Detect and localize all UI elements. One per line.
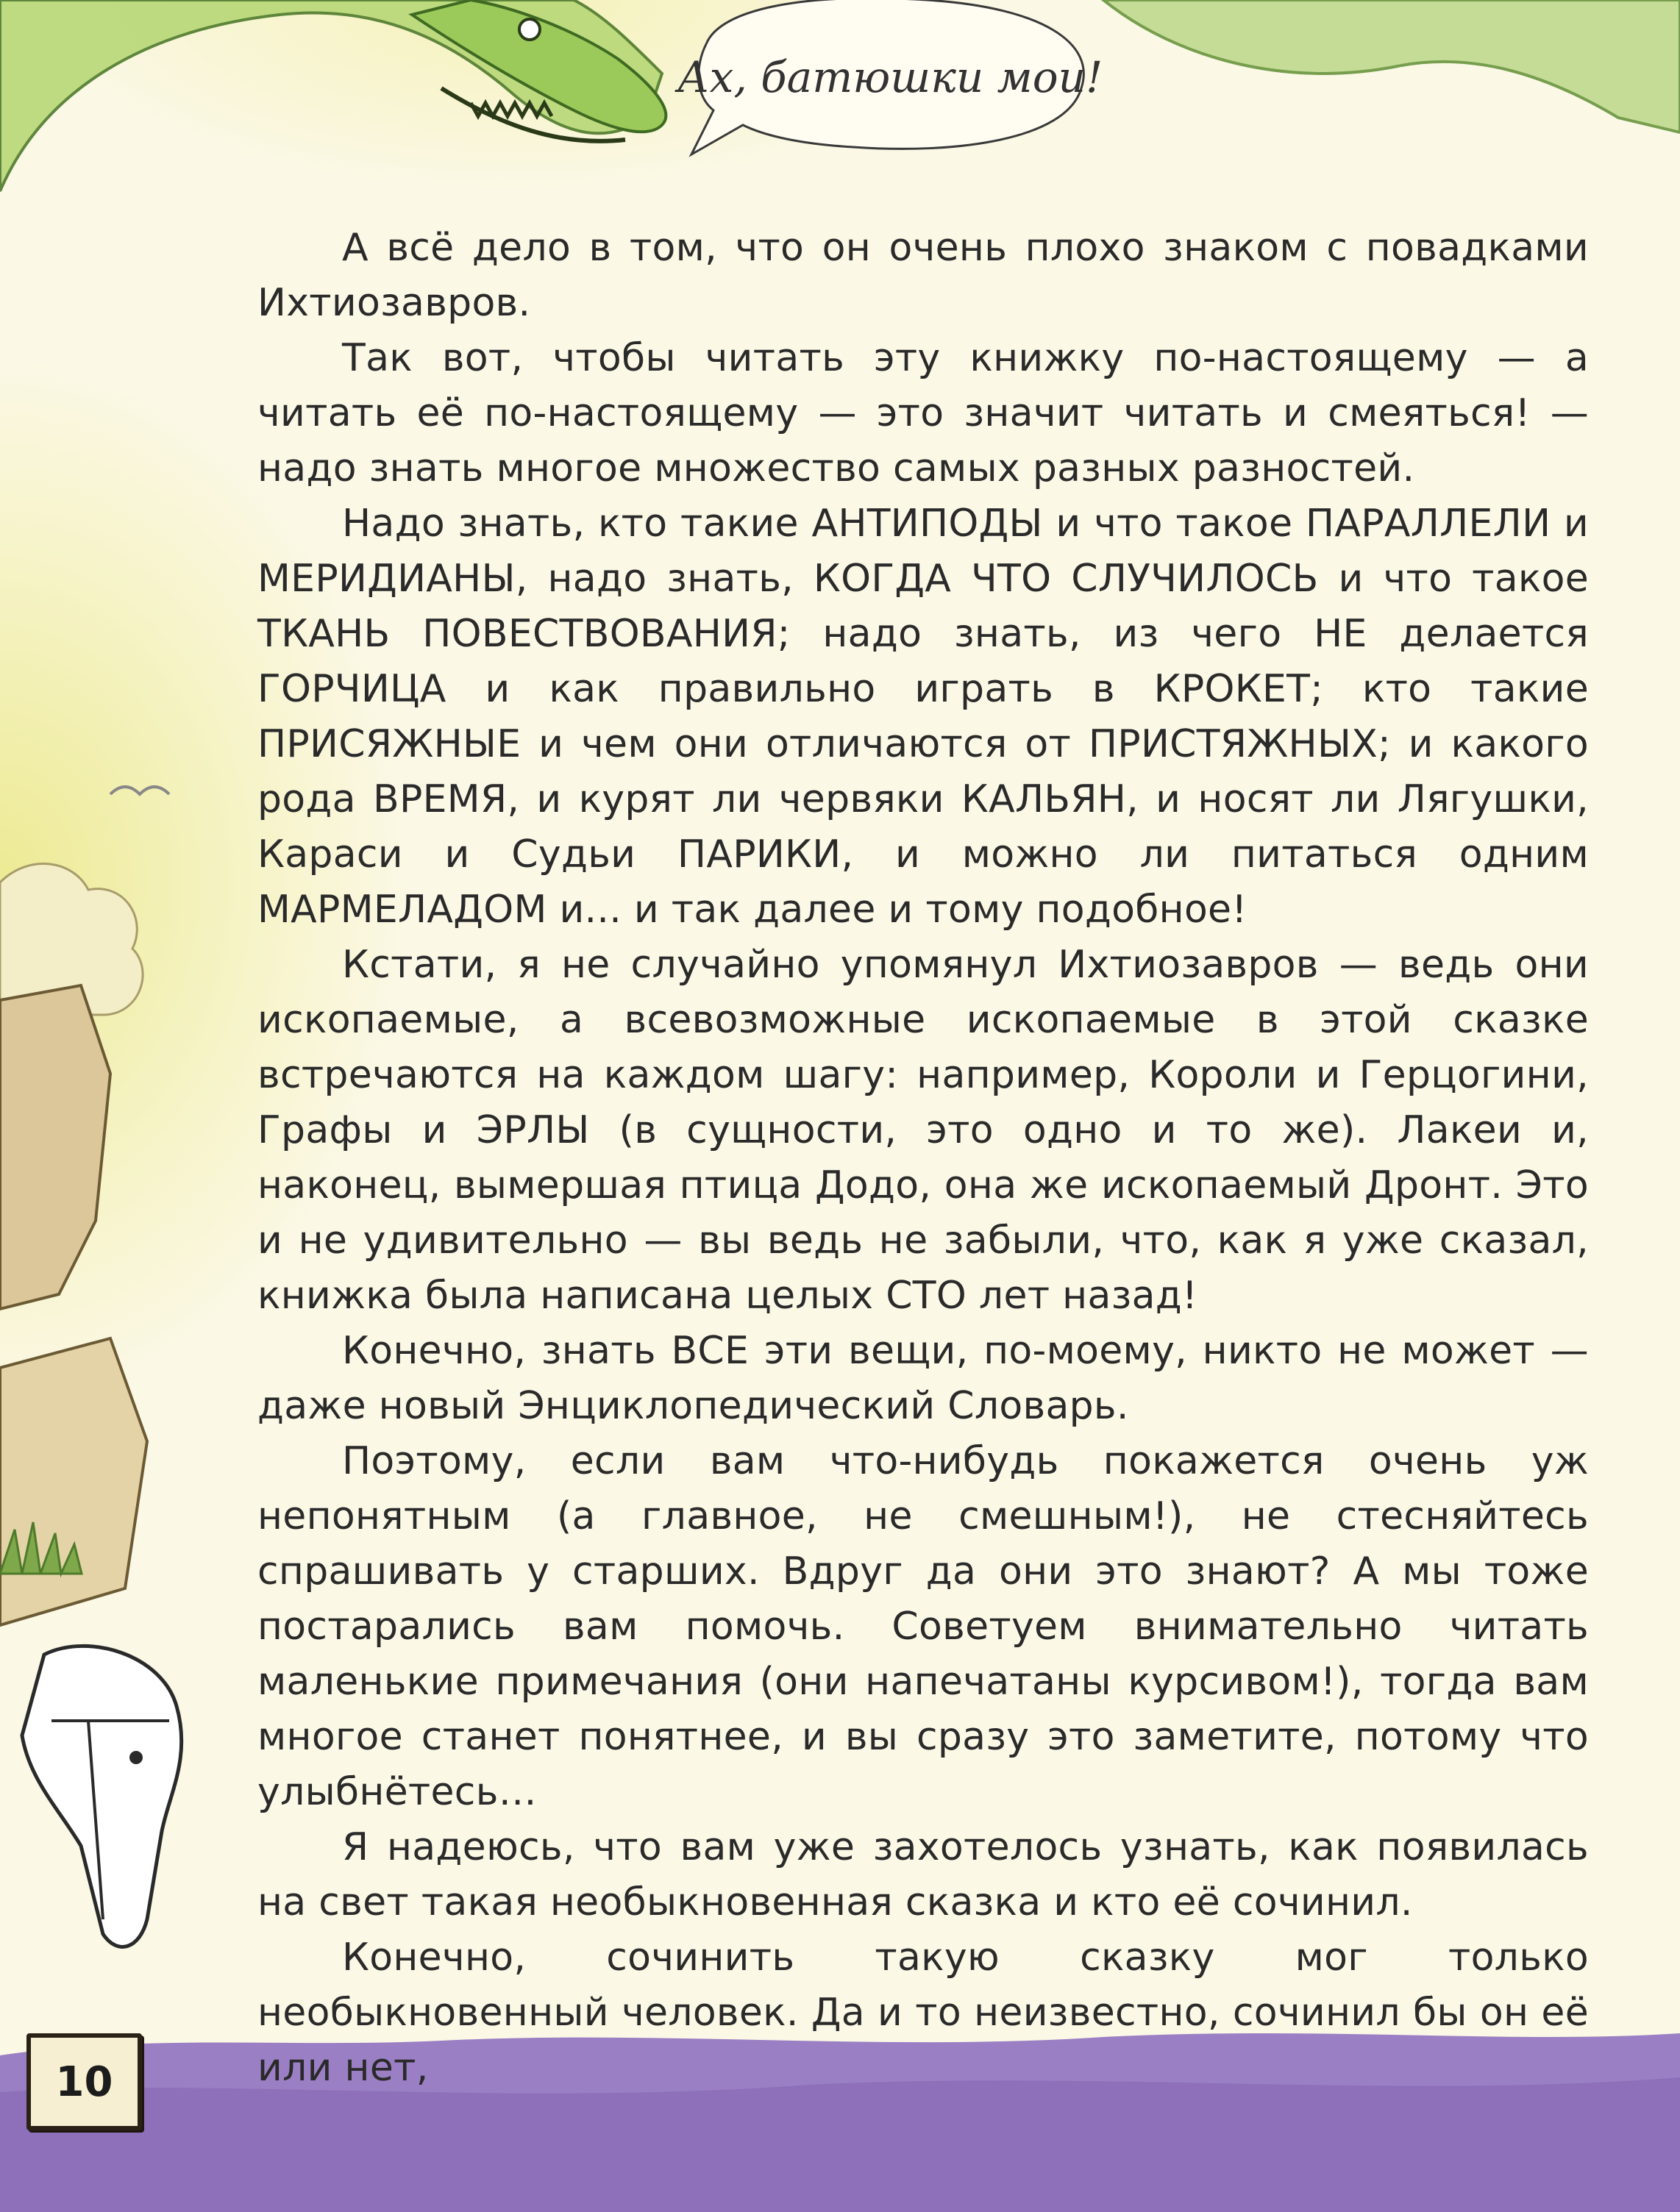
- crocodile-tail: [1103, 0, 1680, 132]
- crocodile-illustration: [0, 0, 1680, 221]
- page-number-box: [26, 2033, 142, 2130]
- paragraph: Надо знать, кто такие АНТИПОДЫ и что такое ПАРАЛЛЕЛИ и МЕРИДИАНЫ, надо знать, КОГДА ЧТО СЛУЧИЛОСЬ и что такое ТКАНЬ ПОВЕСТВОВАНИЯ; надо знать, из чего НЕ делается ГОРЧИЦА и как правильно играть в КРОКЕТ; кто такие ПРИСЯЖНЫЕ и чем они отличаются от ПРИСТЯЖНЫХ; и какого рода ВРЕМЯ, и курят ли червяки КАЛЬЯН, и носят ли Лягушки, Караси и Судьи ПАРИКИ, и можно ли питаться одним МАРМЕЛАДОМ и... и так далее и тому подобное!: [257, 502, 1589, 932]
- rock: [0, 1338, 147, 1625]
- paragraph: Так вот, чтобы читать эту книжку по-настоящему — а читать её по-настоящему — это значит читать и смеяться! — надо знать многое множество самых разных разностей.: [257, 336, 1589, 490]
- paragraph: Конечно, знать ВСЕ эти вещи, по-моему, никто не может — даже новый Энциклопедический Словарь.: [257, 1329, 1589, 1428]
- paragraph: Кстати, я не случайно упомянул Ихтиозавров — ведь они ископаемые, а всевозможные ископаемые в этой сказке встречаются на каждом шагу: например, Короли и Герцогини, Графы и ЭРЛЫ (в сущности, это одно и то же). Лакеи и, наконец, вымершая птица Додо, она же ископаемый Дронт. Это и не удивительно — вы ведь не забыли, что, как я уже сказал, книжка была написана целых СТО лет назад!: [257, 943, 1589, 1318]
- left-margin-illustration: [0, 412, 243, 1993]
- paragraph: А всё дело в том, что он очень плохо знаком с повадками Ихтиозавров.: [257, 226, 1589, 325]
- bird-icon: [110, 787, 169, 794]
- speech-bubble-text: Ах, батюшки мои!: [677, 52, 1103, 102]
- rock: [0, 985, 110, 1309]
- paragraph: Я надеюсь, что вам уже захотелось узнать, как появилась на свет такая необыкновенная сказка и кто её сочинил.: [257, 1825, 1589, 1924]
- paragraph: Конечно, сочинить такую сказку мог только необыкновенный человек. Да и то неизвестно, сочинил бы он её или нет,: [257, 1936, 1589, 2090]
- horse-eye: [129, 1751, 143, 1764]
- body-text: [257, 221, 1589, 2096]
- crocodile-eye: [519, 19, 540, 40]
- paragraph: Поэтому, если вам что-нибудь покажется очень уж непонятным (а главное, не смешным!), не стесняйтесь спрашивать у старших. Вдруг да они это знают? А мы тоже постарались вам помочь. Советуем внимательно читать маленькие примечания (они напечатаны курсивом!), тогда вам многое станет понятнее, и вы сразу это заметите, потому что улыбнётесь…: [257, 1439, 1589, 1814]
- page-number: 10: [55, 2058, 113, 2106]
- purple-band-shade: [0, 2077, 1680, 2212]
